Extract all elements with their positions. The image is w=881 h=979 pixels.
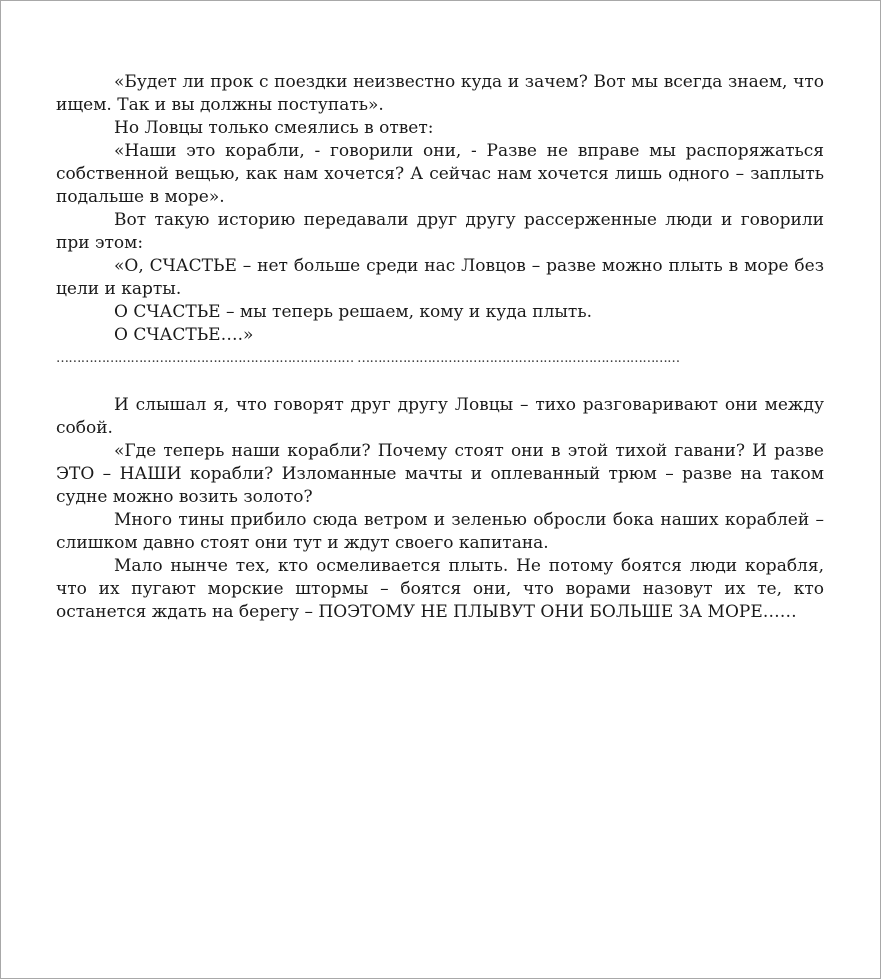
paragraph: «О, СЧАСТЬЕ – нет больше среди нас Ловцов – разве можно плыть в море без цели и карты. <box>56 256 824 299</box>
text-section-2 <box>56 394 824 624</box>
paragraph: Мало нынче тех, кто осмеливается плыть. Не потому боятся люди корабля, что их пугают морские штормы – боятся они, что ворами назовут их те, кто останется ждать на берегу – ПОЭТОМУ НЕ ПЛЫВУТ ОНИ БОЛЬШЕ ЗА МОРЕ…… <box>56 556 824 622</box>
paragraph: О СЧАСТЬЕ – мы теперь решаем, кому и куда плыть. <box>114 302 592 322</box>
text-section-1 <box>56 71 824 347</box>
paragraph: Много тины прибило сюда ветром и зеленью обросли бока наших кораблей – слишком давно стоят они тут и ждут своего капитана. <box>56 510 824 553</box>
paragraph: «Будет ли прок с поездки неизвестно куда и зачем? Вот мы всегда знаем, что ищем. Так и вы должны поступать». <box>56 72 824 115</box>
paragraph: «Где теперь наши корабли? Почему стоят они в этой тихой гавани? И разве ЭТО – НАШИ корабли? Изломанные мачты и оплеванный трюм – разве на таком судне можно возить золото? <box>56 441 824 507</box>
paragraph: О СЧАСТЬЕ….» <box>114 325 254 345</box>
paragraph: Вот такую историю передавали друг другу рассерженные люди и говорили при этом: <box>56 210 824 253</box>
section-separator: ……………………………………………………………… …………………………………………………………………… <box>56 351 680 366</box>
paragraph: «Наши это корабли, - говорили они, - Разве не вправе мы распоряжаться собственной вещью, как нам хочется? А сейчас нам хочется лишь одного – заплыть подальше в море». <box>56 141 824 207</box>
paragraph: И слышал я, что говорят друг другу Ловцы – тихо разговаривают они между собой. <box>56 395 824 438</box>
paragraph: Но Ловцы только смеялись в ответ: <box>114 118 434 138</box>
